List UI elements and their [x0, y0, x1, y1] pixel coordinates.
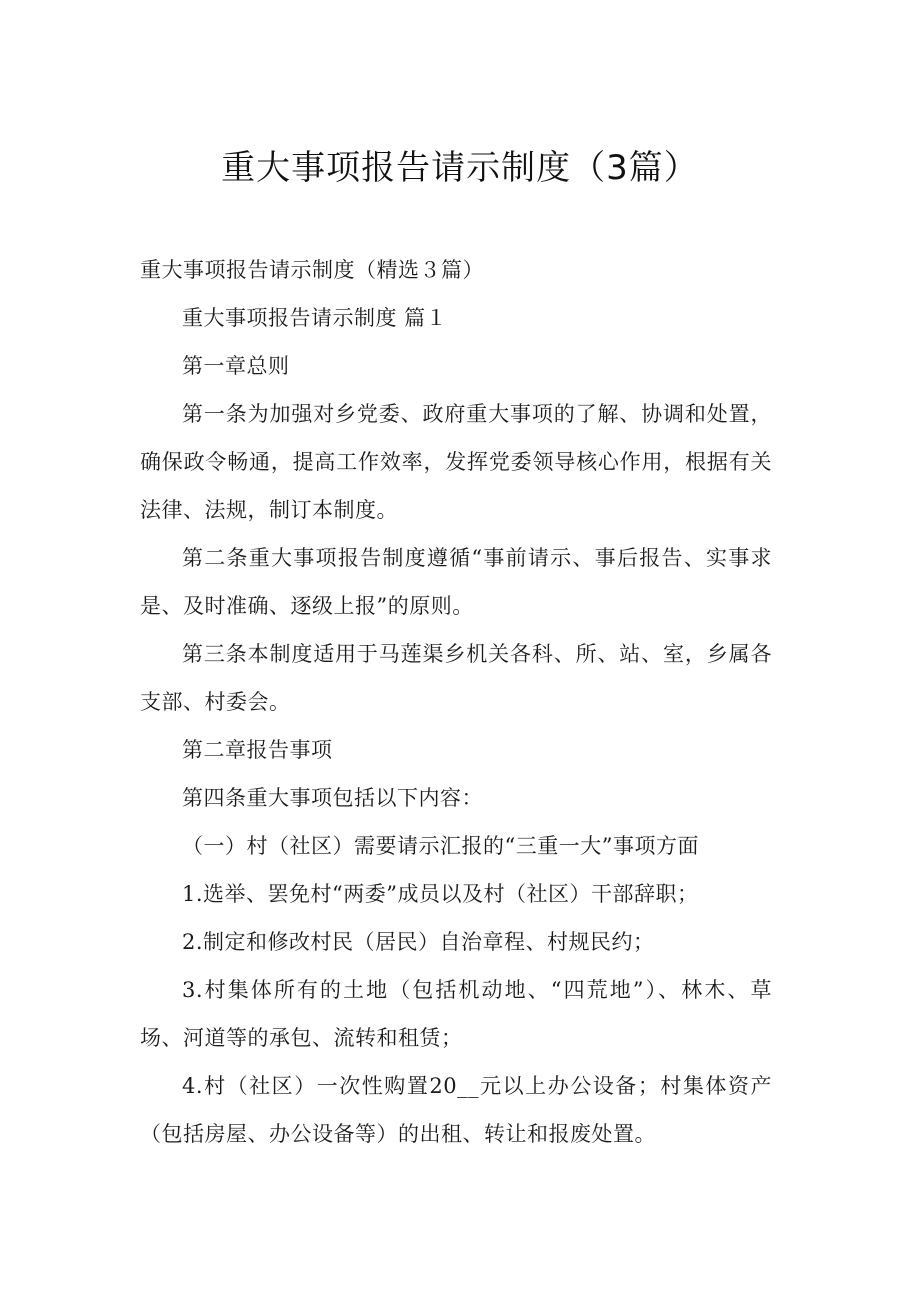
chapter-heading: 第一章总则 — [182, 354, 290, 378]
paragraph: 第二条重大事项报告制度遵循“事前请示、事后报告、实事求是、及时准确、逐级上报”的原则。 — [140, 546, 772, 618]
chapter-heading: 第二章报告事项 — [182, 738, 333, 762]
document-subtitle: 重大事项报告请示制度（精选３篇） — [140, 258, 484, 282]
paragraph: 第三条本制度适用于马莲渠乡机关各科、所、站、室，乡属各支部、村委会。 — [140, 642, 772, 714]
document-title: 重大事项报告请示制度（3篇） — [221, 148, 699, 188]
document-body — [140, 246, 772, 1158]
list-item: 3.村集体所有的土地（包括机动地、“四荒地”）、林木、草场、河道等的承包、流转和租赁； — [140, 978, 772, 1050]
list-item: 4.村（社区）一次性购置20__元以上办公设备；村集体资产（包括房屋、办公设备等）的出租、转让和报废处置。 — [140, 1074, 772, 1146]
paragraph: 第四条重大事项包括以下内容： — [182, 786, 483, 810]
subsection-heading: （一）村（社区）需要请示汇报的“三重一大”事项方面 — [182, 834, 699, 858]
paragraph: 第一条为加强对乡党委、政府重大事项的了解、协调和处置，确保政令畅通，提高工作效率，发挥党委领导核心作用，根据有关法律、法规，制订本制度。 — [140, 402, 772, 522]
list-item: 1.选举、罢免村“两委”成员以及村（社区）干部辞职； — [182, 882, 699, 906]
list-item: 2.制定和修改村民（居民）自治章程、村规民约； — [182, 930, 655, 954]
section-heading: 重大事项报告请示制度 篇１ — [182, 306, 448, 330]
